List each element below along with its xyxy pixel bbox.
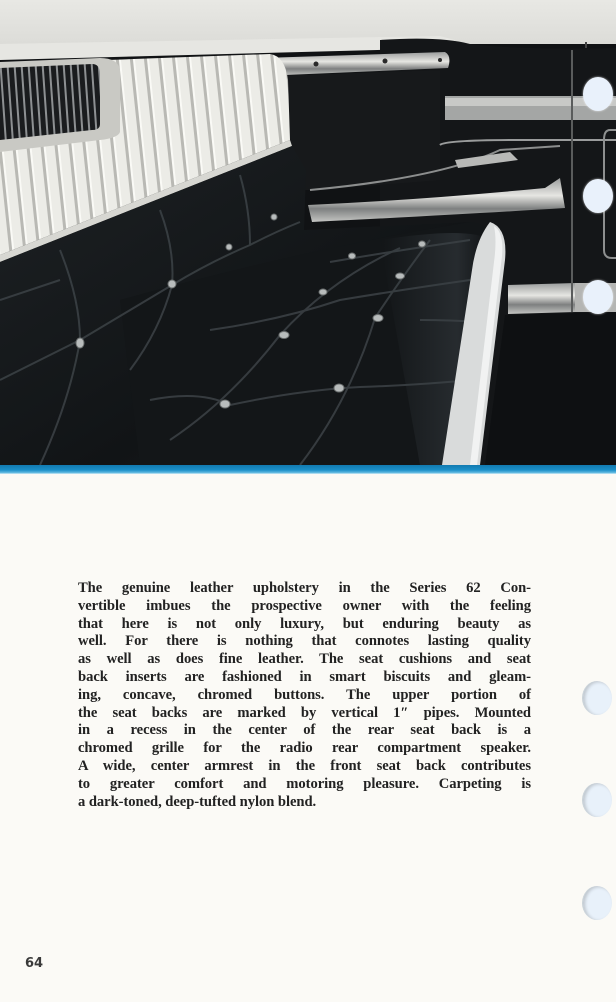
accent-band	[0, 465, 616, 474]
binder-hole	[583, 280, 613, 314]
page-number: 64	[25, 956, 44, 971]
text-line: the seat backs are marked by vertical 1″ pipes. Mounted	[78, 704, 531, 721]
text-line: ing, concave, chromed buttons. The upper portion of	[78, 686, 531, 703]
text-line: back inserts are fashioned in smart biscuits and gleam-	[78, 668, 531, 685]
text-line: well. For there is nothing that connotes lasting quality	[78, 633, 531, 650]
body-paragraph	[78, 580, 531, 811]
text-line: a dark-toned, deep-tufted nylon blend.	[78, 793, 317, 810]
binder-hole	[582, 681, 612, 715]
binder-hole	[582, 783, 612, 817]
text-line: as well as does fine leather. The seat cushions and seat	[78, 651, 531, 668]
text-line: The genuine leather upholstery in the Series 62 Con-	[78, 580, 531, 596]
text-line: chromed grille for the radio rear compartment speaker.	[78, 740, 531, 757]
binder-hole	[583, 179, 613, 213]
binder-hole	[582, 886, 612, 920]
interior-photo	[0, 0, 616, 465]
text-line: vertible imbues the prospective owner with the feeling	[78, 597, 531, 614]
text-line: A wide, center armrest in the front seat back contributes	[78, 757, 531, 774]
text-line: that here is not only luxury, but enduring beauty as	[78, 615, 531, 632]
rear-seat-illustration	[0, 0, 616, 465]
binder-hole	[583, 77, 613, 111]
text-line: to greater comfort and motoring pleasure. Carpeting is	[78, 775, 531, 792]
text-line: in a recess in the center of the rear seat back is a	[78, 722, 531, 739]
